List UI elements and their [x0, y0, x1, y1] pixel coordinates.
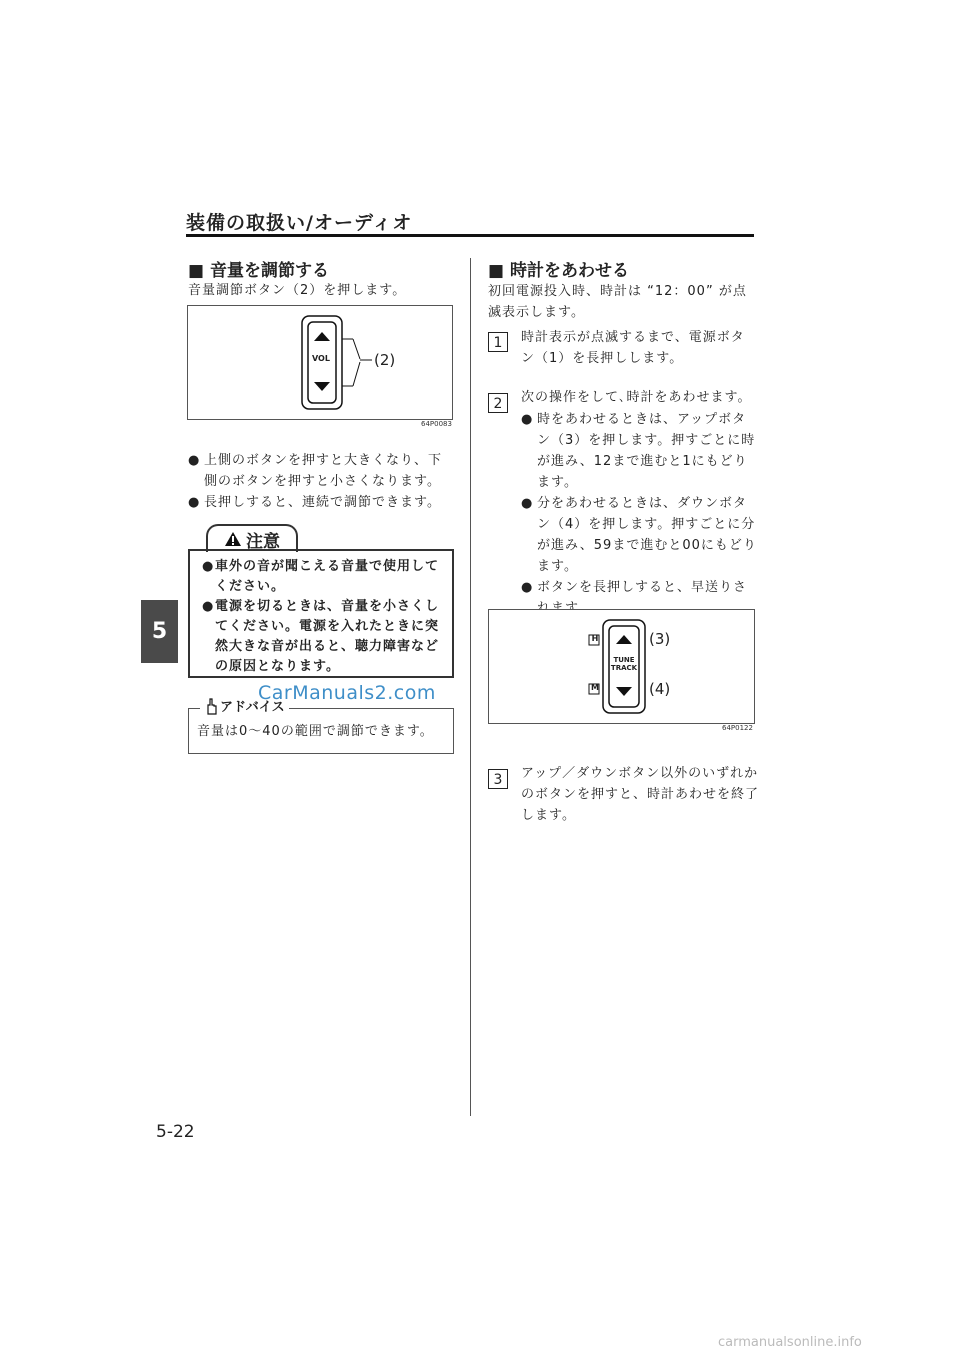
vol-button-label: VOL — [312, 354, 330, 363]
step-number-1: 1 — [488, 332, 508, 352]
advice-text: 音量は0〜40の範囲で調節できます。 — [197, 724, 434, 739]
list-item: ● 長押しすると、連続で調節できます。 — [188, 495, 441, 510]
hour-label: H — [591, 634, 599, 643]
step-number-2: 2 — [488, 393, 508, 413]
up-callout: (3) — [649, 630, 671, 648]
step-1-text: 時計表示が点滅するまで、電源ボタン（1）を長押しします。 — [521, 330, 745, 366]
watermark: CarManuals2.com — [258, 682, 436, 704]
step-2-bullets — [521, 409, 757, 619]
volume-section-title: ■ 音量を調節する — [188, 261, 329, 281]
step-number-3: 3 — [488, 769, 508, 789]
hand-pointer-icon — [204, 697, 218, 715]
volume-intro: 音量調節ボタン（2）を押します。 — [188, 283, 407, 298]
minute-label: M — [591, 683, 599, 692]
clock-section-title: ■ 時計をあわせる — [488, 261, 629, 281]
minute-down-icon — [616, 687, 632, 696]
caution-tab — [206, 524, 298, 552]
warning-triangle-icon — [224, 531, 242, 547]
clock-intro: 初回電源投入時、時計は “12：00” が点滅表示します。 — [488, 284, 747, 320]
footer-watermark: carmanualsonline.info — [718, 1335, 862, 1350]
clock-figure-code: 64P0122 — [722, 724, 753, 732]
step-2-text: 次の操作をして､時計をあわせます。 — [521, 390, 752, 405]
volume-figure-code: 64P0083 — [421, 420, 452, 428]
list-item: ● 上側のボタンを押すと大きくなり、下側のボタンを押すと小さくなります。 — [188, 453, 443, 489]
advice-title: アドバイス — [220, 700, 285, 715]
column-divider — [470, 258, 471, 1116]
down-callout: (4) — [649, 680, 671, 698]
clock-figure — [488, 609, 755, 724]
caution-title: 注意 — [246, 531, 280, 552]
caution-box — [188, 549, 454, 678]
caution-item: ● 車外の音が聞こえる音量で使用してください。 — [202, 559, 440, 594]
chapter-tab: 5 — [141, 600, 178, 663]
volume-up-icon — [314, 332, 330, 341]
caution-item: ● 電源を切るときは、音量を小さくしてください。電源を入れたときに突然大きな音が出ると、聴力障害などの原因となります。 — [202, 599, 440, 674]
tune-track-label: TUNE TRACK — [610, 656, 638, 672]
page-number: 5-22 — [156, 1122, 195, 1142]
step-3-text: アップ／ダウンボタン以外のいずれかのボタンを押すと、時計あわせを終了します。 — [521, 766, 760, 823]
volume-down-icon — [314, 382, 330, 391]
page-header-title: 装備の取扱い/オーディオ — [186, 212, 413, 234]
volume-bullets — [188, 450, 454, 513]
list-item: ● ボタンを長押しすると、早送りさ — [521, 580, 748, 595]
vol-callout: (2) — [374, 351, 396, 369]
hour-up-icon — [616, 635, 632, 644]
list-item: ● 時をあわせるときは、アップボタン（3）を押します。押すごとに時が進み、12まで進むと1にもどります。 — [521, 412, 756, 490]
volume-figure — [187, 305, 453, 420]
list-item: ● 分をあわせるときは、ダウンボタン（4）を押します。押すごとに分が進み、59まで進むと00にもどります。 — [521, 496, 757, 574]
header-rule — [186, 234, 754, 237]
